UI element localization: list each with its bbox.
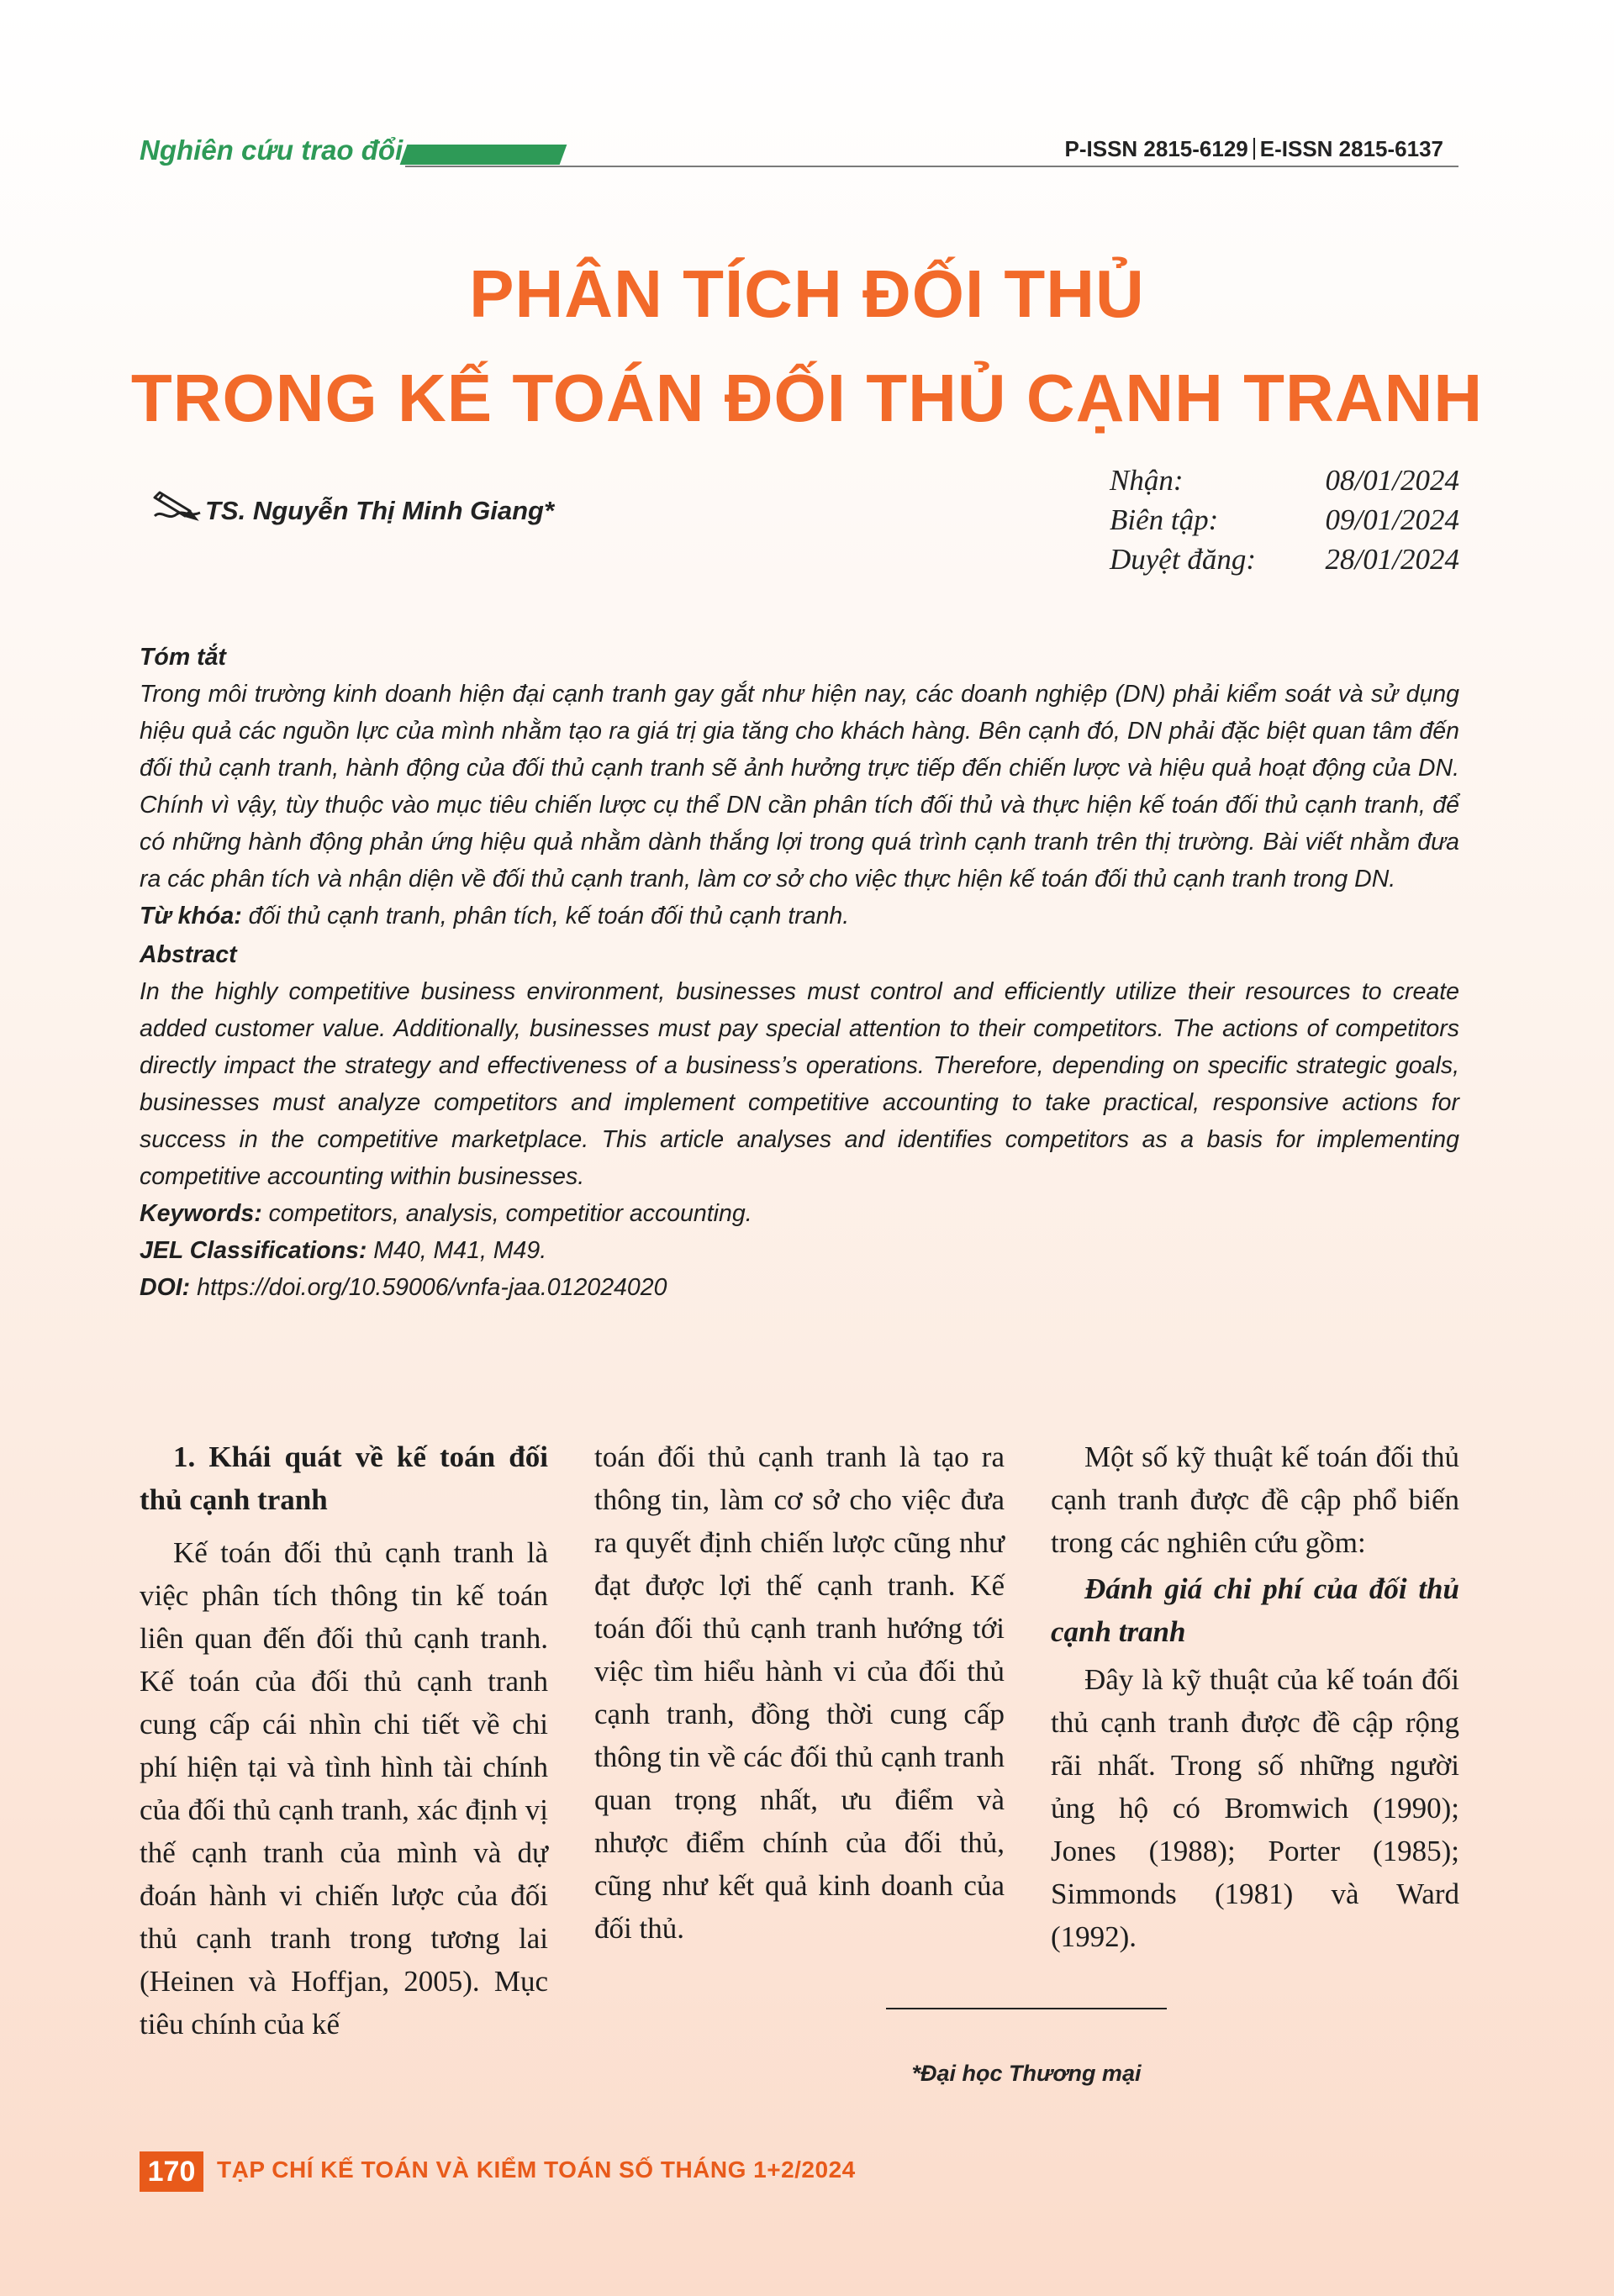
author-name: TS. Nguyễn Thị Minh Giang* — [205, 496, 555, 525]
article-title-line2: TRONG KẾ TOÁN ĐỐI THỦ CẠNH TRANH — [130, 361, 1484, 435]
issn — [1065, 136, 1444, 162]
header-rule — [405, 166, 1458, 167]
article-dates — [1110, 461, 1459, 579]
footnote-affiliation: *Đại học Thương mại — [911, 2061, 1142, 2086]
body-paragraph: Kế toán đối thủ cạnh tranh là việc phân tích thông tin kế toán liên quan đến đối thủ cạnh tranh. Kế toán của đối thủ cạnh tranh cung cấp cái nhìn chi tiết về chi phí hiện tại và tình hình tài chính của đối thủ cạnh tranh, xác định vị thế cạnh tranh của mình và dự đoán hành vi chiến lược của đối thủ cạnh tranh trong tương lai (Heinen và Hoffjan, 2005). Mục tiêu chính của kế — [140, 1536, 548, 2041]
abstract-vi-text: Trong môi trường kinh doanh hiện đại cạnh tranh gay gắt như hiện nay, các doanh nghiệp (DN) phải kiểm soát và sử dụng hiệu quả các nguồn lực của mình nhằm tạo ra giá trị gia tăng cho khách hàng. Bên cạnh đó, DN phải đặc biệt quan tâm đến đối thủ cạnh tranh, hành động của đối thủ cạnh tranh sẽ ảnh hưởng trực tiếp đến chiến lược và hiệu quả hoạt động của DN. Chính vì vậy, tùy thuộc vào mục tiêu chiến lược cụ thể DN cần phân tích đối thủ và thực hiện kế toán đối thủ cạnh tranh, để có những hành động phản ứng hiệu quả nhằm dành thắng lợi trong quá trình cạnh tranh trên thị trường. Bài viết nhằm đưa ra các phân tích và nhận diện về đối thủ cạnh tranh, làm cơ sở cho việc thực hiện kế toán đối thủ cạnh tranh trong DN. — [140, 681, 1459, 893]
body-paragraph: Đây là kỹ thuật của kế toán đối thủ cạnh tranh được đề cập rộng rãi nhất. Trong số những người ủng hộ có Bromwich (1990); Jones (1988); Porter (1985); Simmonds (1981) và Ward (1992). — [1051, 1663, 1459, 1953]
body-column-2 — [594, 1435, 1005, 1950]
section-heading: 1. Khái quát về kế toán đối thủ cạnh tranh — [140, 1440, 548, 1516]
date-received: Nhận: 08/01/2024 — [1110, 464, 1459, 497]
subsection-heading: Đánh giá chi phí của đối thủ cạnh tranh — [1051, 1572, 1459, 1648]
page-number: 170 — [140, 2151, 203, 2192]
body-paragraph: toán đối thủ cạnh tranh là tạo ra thông tin, làm cơ sở cho việc đưa ra quyết định chiến lược cũng như đạt được lợi thế cạnh tranh. Kế toán đối thủ cạnh tranh hướng tới việc tìm hiểu hành vi của đối thủ cạnh tranh, đồng thời cung cấp thông tin về các đối thủ cạnh tranh quan trọng nhất, ưu điểm và nhược điểm chính của đối thủ, cũng như kết quả kinh doanh của đối thủ. — [594, 1440, 1005, 1945]
date-approved: Duyệt đăng: 28/01/2024 — [1110, 543, 1459, 576]
body-paragraph: Một số kỹ thuật kế toán đối thủ cạnh tranh được đề cập phổ biến trong các nghiên cứu gồm: — [1051, 1440, 1459, 1559]
keywords-en: Keywords: competitors, analysis, competitior accounting. — [140, 1200, 752, 1227]
abstract-en-text: In the highly competitive business environment, businesses must control and efficiently utilize their resources to create added customer value. Additionally, businesses must pay special attention to their competitors. The actions of competitors directly impact the strategy and effectiveness of a business’s operations. Therefore, depending on specific strategic goals, businesses must analyze competitors and implement competitive accounting to take practical, responsive actions for success in the competitive marketplace. This article analyses and identifies competitors as a basis for implementing competitive accounting within businesses. — [140, 978, 1459, 1190]
pen-writing-icon — [151, 487, 203, 524]
journal-name: TẠP CHÍ KẾ TOÁN VÀ KIỂM TOÁN SỐ THÁNG 1+2/2024 — [217, 2156, 856, 2183]
issn-print: P-ISSN 2815-6129 — [1064, 136, 1248, 161]
keywords-vi: Từ khóa: đối thủ cạnh tranh, phân tích, kế toán đối thủ cạnh tranh. — [140, 903, 850, 929]
issn-separator — [1253, 138, 1255, 160]
doi: DOI: https://doi.org/10.59006/vnfa-jaa.012024020 — [140, 1274, 667, 1301]
body-column-3 — [1051, 1435, 1459, 1958]
issn-electronic: E-ISSN 2815-6137 — [1259, 136, 1443, 161]
header-accent-bar — [400, 145, 567, 165]
jel-classifications: JEL Classifications: M40, M41, M49. — [140, 1237, 547, 1264]
article-title-line1: PHÂN TÍCH ĐỐI THỦ — [469, 256, 1145, 331]
doi-link[interactable]: https://doi.org/10.59006/vnfa-jaa.012024020 — [197, 1274, 667, 1301]
abstract-block — [140, 639, 1459, 1306]
section-label: Nghiên cứu trao đổi — [140, 134, 404, 166]
footnote-rule — [886, 2008, 1167, 2009]
abstract-en-heading: Abstract — [140, 941, 237, 968]
date-edited: Biên tập: 09/01/2024 — [1110, 503, 1459, 536]
abstract-vi-heading: Tóm tắt — [140, 644, 226, 671]
body-column-1 — [140, 1435, 548, 2046]
